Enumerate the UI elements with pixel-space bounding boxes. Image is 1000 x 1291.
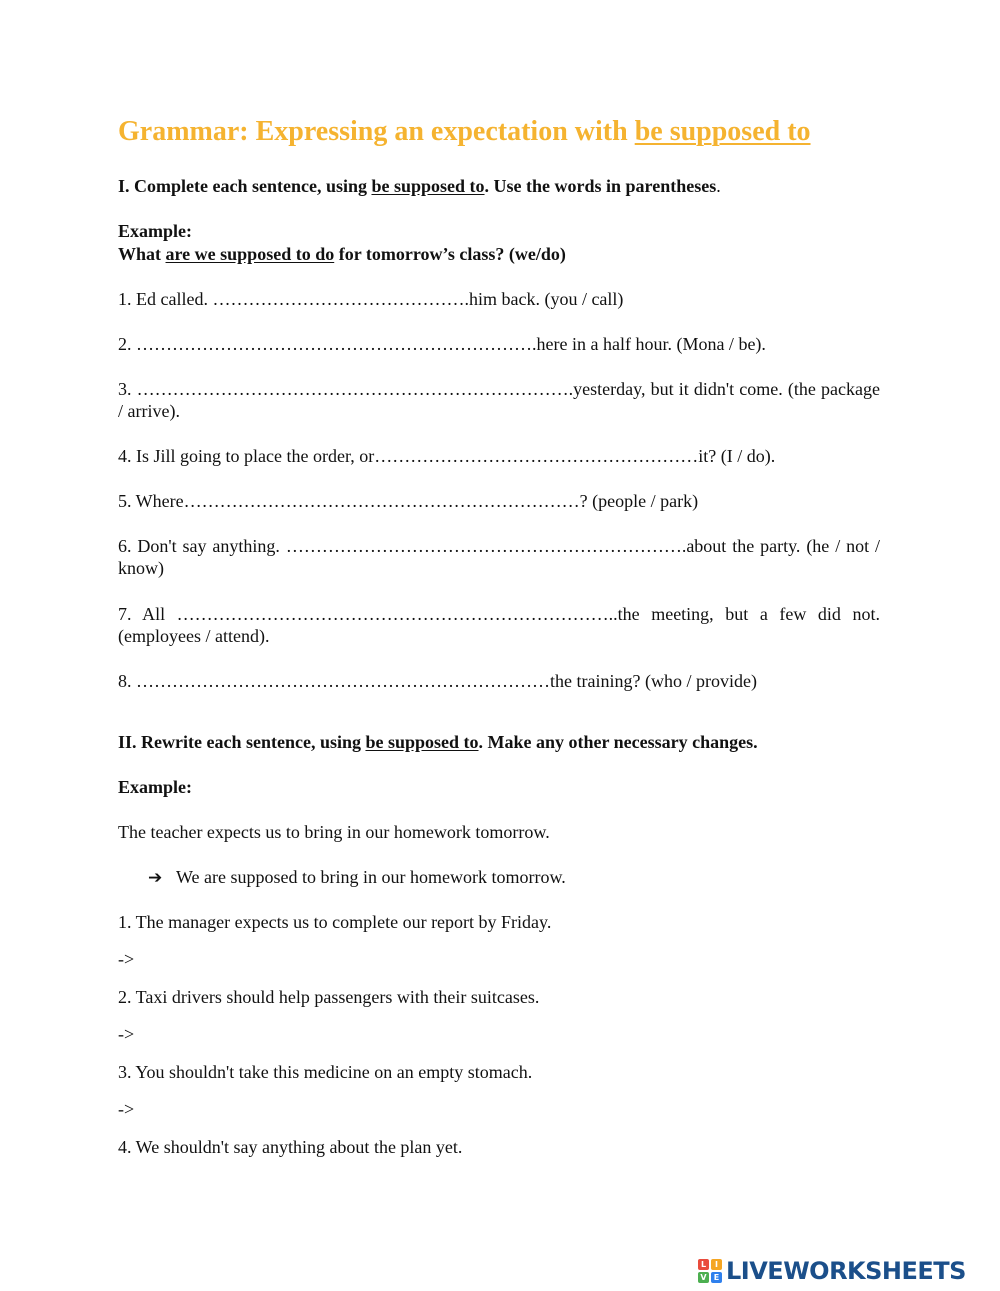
logo-mark-letter: L: [698, 1259, 709, 1270]
rewrite-answer-prompt-3: ->: [118, 1099, 135, 1119]
rewrite-answer-prompt-1: ->: [118, 949, 135, 969]
section1-example: [118, 243, 880, 265]
section2-example-answer: [148, 866, 910, 889]
example-text: What: [118, 244, 166, 264]
instruction-underlined: be supposed to: [371, 176, 485, 196]
example-answer-text: We are supposed to bring in our homework tomorrow.: [176, 867, 566, 887]
exercise-item-7: 7. All ………………………………………………………………..the meeting, but a few did not. (employees / attend).: [118, 604, 880, 646]
exercise-item-5: 5. Where…………………………………………………………? (people / park): [118, 491, 699, 511]
section2-example-label: Example:: [118, 777, 192, 797]
instruction-text: II. Rewrite each sentence, using: [118, 732, 366, 752]
exercise-item-1: 1. Ed called. …………………………………….him back. (you / call): [118, 289, 624, 309]
exercise-item-6: 6. Don't say anything. ………………………………………………………….about the party. (he / not / know): [118, 536, 880, 578]
rewrite-answer-prompt-2: ->: [118, 1024, 135, 1044]
exercise-item-4: 4. Is Jill going to place the order, or………………………………………………it? (I / do).: [118, 446, 776, 466]
section2-instruction: [118, 731, 880, 753]
logo-text: LIVEWORKSHEETS: [726, 1257, 966, 1285]
rewrite-item-1: 1. The manager expects us to complete our report by Friday.: [118, 912, 552, 932]
rewrite-item-4: 4. We shouldn't say anything about the plan yet.: [118, 1137, 463, 1157]
rewrite-item-2: 2. Taxi drivers should help passengers with their suitcases.: [118, 987, 540, 1007]
example-text-suffix: for tomorrow’s class? (we/do): [334, 244, 566, 264]
logo-mark-icon: [698, 1259, 722, 1283]
logo-mark-letter: I: [711, 1259, 722, 1270]
title-underlined-phrase: be supposed to: [634, 116, 811, 147]
exercise-item-3: 3. ……………………………………………………………….yesterday, but it didn't come. (the package / arrive).: [118, 379, 880, 421]
instruction-underlined: be supposed to: [365, 732, 479, 752]
arrow-right-icon: ➔: [148, 868, 163, 888]
logo-mark-letter: V: [698, 1272, 709, 1283]
exercise-item-8: 8. ……………………………………………………………the training? (who / provide): [118, 671, 757, 691]
exercise-item-2: 2. ………………………………………………………….here in a half hour. (Mona / be).: [118, 334, 766, 354]
logo-mark-letter: E: [711, 1272, 722, 1283]
page-title: [118, 116, 811, 148]
instruction-period: .: [716, 176, 721, 196]
liveworksheets-logo: [698, 1257, 966, 1285]
section1-example-label: Example:: [118, 221, 192, 241]
instruction-text-suffix: . Use the words in parentheses: [484, 176, 717, 196]
rewrite-item-3: 3. You shouldn't take this medicine on an empty stomach.: [118, 1062, 533, 1082]
instruction-text-suffix: . Make any other necessary changes.: [478, 732, 758, 752]
example-underlined: are we supposed to do: [165, 244, 335, 264]
title-text: Grammar: Expressing an expectation with: [118, 116, 635, 147]
section1-instruction: [118, 175, 880, 197]
instruction-text: I. Complete each sentence, using: [118, 176, 372, 196]
section2-example-sentence: The teacher expects us to bring in our homework tomorrow.: [118, 822, 550, 842]
